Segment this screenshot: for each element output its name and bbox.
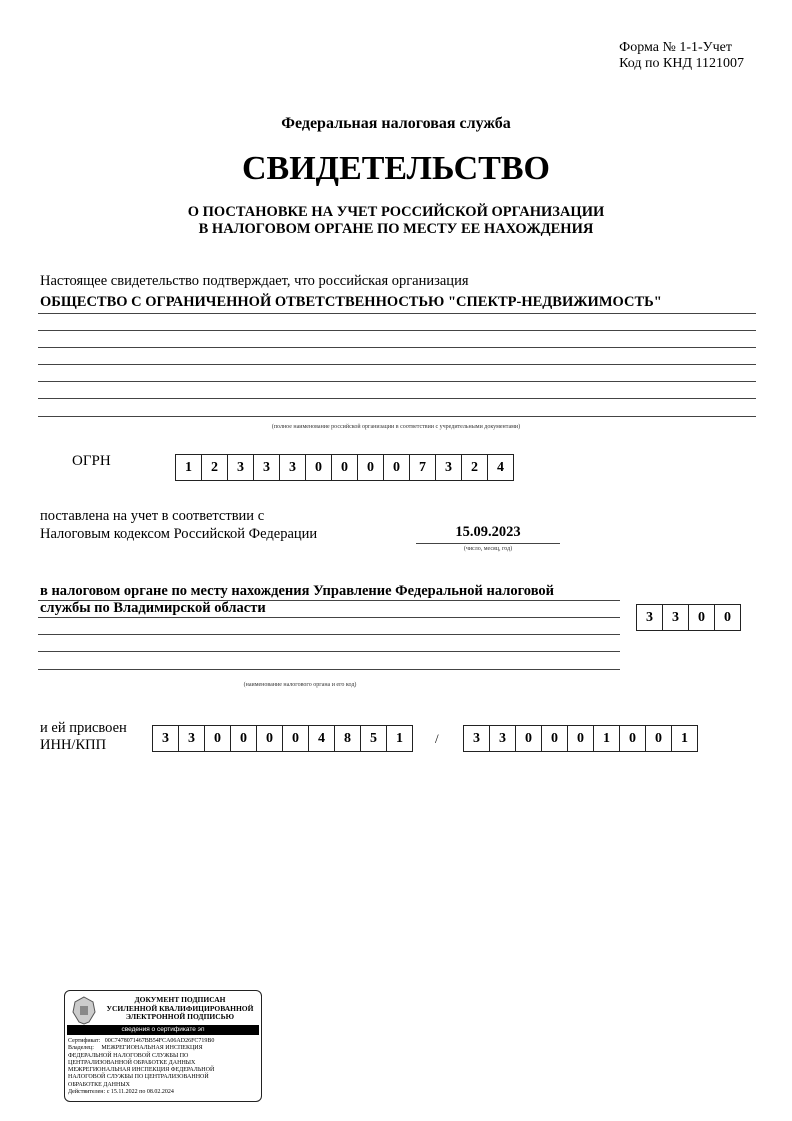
- digit-cell: 0: [256, 726, 282, 751]
- inn-kpp-separator: /: [435, 731, 439, 746]
- inn-boxes: [152, 725, 413, 752]
- digit-cell: 1: [386, 726, 412, 751]
- document-subtitle: [0, 204, 792, 238]
- digit-cell: 0: [282, 726, 308, 751]
- tax-organ-code-boxes: [636, 604, 741, 631]
- digit-cell: 0: [515, 726, 541, 751]
- registration-line: Налоговым кодексом Российской Федерации: [40, 526, 318, 542]
- inn-label-line: ИНН/КПП: [40, 737, 107, 753]
- subtitle-line: В НАЛОГОВОМ ОРГАНЕ ПО МЕСТУ ЕЕ НАХОЖДЕНИЯ: [198, 221, 594, 237]
- digit-cell: 0: [567, 726, 593, 751]
- registration-line: поставлена на учет в соответствии с: [40, 508, 265, 524]
- validity-period: Действителен: с 15.11.2022 по 08.02.2024: [68, 1089, 174, 1096]
- organization-name: ОБЩЕСТВО С ОГРАНИЧЕННОЙ ОТВЕТСТВЕННОСТЬЮ "СПЕКТР-НЕДВИЖИМОСТЬ": [40, 294, 662, 310]
- inn-label-line: и ей присвоен: [40, 720, 127, 736]
- tax-organ-line1: в налоговом органе по месту нахождения Управление Федеральной налоговой: [40, 583, 555, 599]
- owner-line: ОБРАБОТКЕ ДАННЫХ: [68, 1081, 130, 1088]
- digit-cell: 3: [489, 726, 515, 751]
- org-name-caption: (полное наименование российской организации в соответствии с учредительными документами): [271, 424, 521, 430]
- stamp-heading-line: УСИЛЕННОЙ КВАЛИФИЦИРОВАННОЙ: [106, 1003, 254, 1013]
- digit-cell: 3: [662, 605, 688, 630]
- certificate-details: [68, 1038, 214, 1096]
- digit-cell: 2: [201, 455, 227, 480]
- digit-cell: 0: [331, 455, 357, 480]
- digit-cell: 3: [435, 455, 461, 480]
- owner-line: ЦЕНТРАЛИЗОВАННОЙ ОБРАБОТКЕ ДАННЫХ: [68, 1059, 196, 1066]
- digit-cell: 7: [409, 455, 435, 480]
- cert-number: 00C7478071467BB54FCA06AD26FC719B0: [104, 1038, 215, 1044]
- digit-cell: 3: [253, 455, 279, 480]
- digit-cell: 2: [461, 455, 487, 480]
- stamp-heading-line: ДОКУМЕНТ ПОДПИСАН: [134, 995, 226, 1004]
- tax-organ-caption: (наименование налогового органа и его код): [243, 682, 357, 688]
- owner-line: ФЕДЕРАЛЬНОЙ НАЛОГОВОЙ СЛУЖБЫ ПО: [68, 1052, 189, 1059]
- digit-cell: 1: [593, 726, 619, 751]
- knd-code: Код по КНД 1121007: [619, 56, 744, 71]
- inn-kpp-label: [40, 720, 127, 754]
- digit-cell: 1: [185, 459, 192, 475]
- stamp-heading: [101, 996, 259, 1022]
- ogrn-boxes: [175, 454, 514, 481]
- coat-of-arms-icon: [69, 994, 99, 1026]
- digit-cell: 3: [646, 609, 653, 625]
- form-header: [619, 40, 744, 72]
- digit-cell: 5: [360, 726, 386, 751]
- digit-cell: 0: [383, 455, 409, 480]
- digit-cell: 1: [671, 726, 697, 751]
- digit-cell: 0: [688, 605, 714, 630]
- ogrn-label: ОГРН: [72, 453, 111, 469]
- digit-cell: 0: [204, 726, 230, 751]
- digit-cell: 4: [308, 726, 334, 751]
- owner-label: Владелец:: [68, 1045, 94, 1052]
- kpp-boxes: [463, 725, 698, 752]
- intro-text: Настоящее свидетельство подтверждает, что российская организация: [40, 273, 469, 289]
- digit-cell: 4: [487, 455, 513, 480]
- owner-line: НАЛОГОВОЙ СЛУЖБЫ ПО ЦЕНТРАЛИЗОВАННОЙ: [68, 1074, 209, 1081]
- digit-cell: 0: [714, 605, 740, 630]
- digit-cell: 8: [334, 726, 360, 751]
- digit-cell: 0: [230, 726, 256, 751]
- owner-line: МЕЖРЕГИОНАЛЬНАЯ ИНСПЕКЦИЯ ФЕДЕРАЛЬНОЙ: [68, 1067, 215, 1074]
- registration-text: [40, 507, 317, 543]
- digit-cell: 0: [305, 455, 331, 480]
- digit-cell: 3: [279, 455, 305, 480]
- digit-cell: 3: [473, 730, 480, 746]
- registration-date: 15.09.2023: [455, 524, 521, 540]
- stamp-heading-line: ЭЛЕКТРОННОЙ ПОДПИСЬЮ: [125, 1012, 235, 1021]
- date-caption: (число, месяц, год): [463, 546, 513, 552]
- form-number: Форма № 1-1-Учет: [619, 40, 732, 55]
- digit-cell: 3: [178, 726, 204, 751]
- document-title: СВИДЕТЕЛЬСТВО: [242, 150, 550, 187]
- digit-cell: 3: [227, 455, 253, 480]
- owner-line: МЕЖРЕГИОНАЛЬНАЯ ИНСПЕКЦИЯ: [101, 1045, 203, 1052]
- e-signature-stamp: [64, 990, 262, 1102]
- digit-cell: 0: [619, 726, 645, 751]
- cert-label: Сертификат:: [68, 1038, 101, 1044]
- digit-cell: 0: [357, 455, 383, 480]
- certificate-info-bar: сведения о сертификате эп: [67, 1025, 259, 1035]
- tax-organ-line2: службы по Владимирской области: [40, 600, 266, 616]
- agency-name: Федеральная налоговая служба: [281, 115, 511, 132]
- digit-cell: 0: [541, 726, 567, 751]
- digit-cell: 3: [162, 730, 169, 746]
- digit-cell: 0: [645, 726, 671, 751]
- subtitle-line: О ПОСТАНОВКЕ НА УЧЕТ РОССИЙСКОЙ ОРГАНИЗАЦИИ: [187, 204, 605, 220]
